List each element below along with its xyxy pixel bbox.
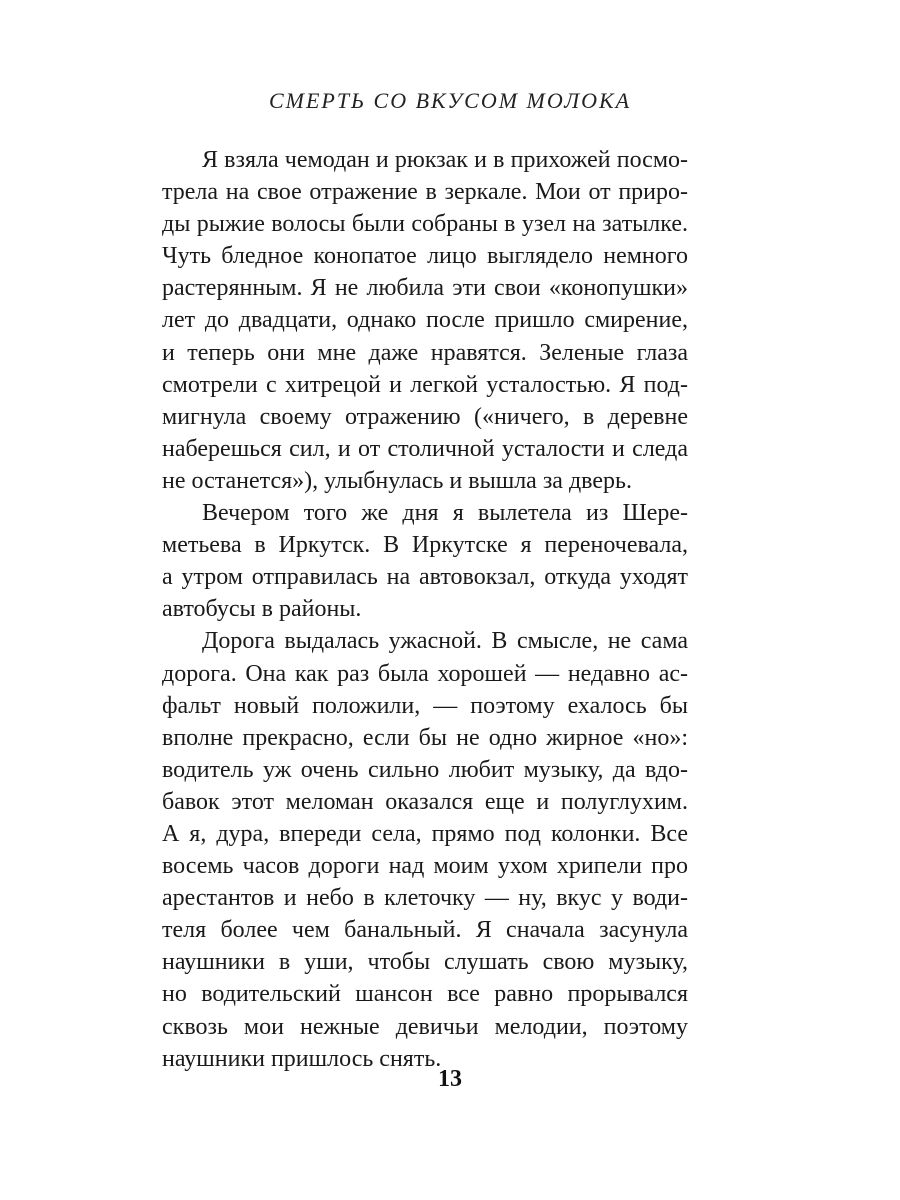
text-line: Дорога выдалась ужасной. В смысле, не сама xyxy=(202,628,688,655)
text-line: но водительский шансон все равно прорывался xyxy=(162,981,688,1008)
text-line: Я взяла чемодан и рюкзак и в прихожей посмо- xyxy=(202,147,688,173)
text-line: Чуть бледное конопатое лицо выглядело немного xyxy=(162,243,688,270)
text-line: фальт новый положили, — поэтому ехалось бы xyxy=(162,692,688,719)
text-line: дорога. Она как раз была хорошей — недавно ас- xyxy=(162,660,688,687)
text-line: а утром отправилась на автовокзал, откуда уходят xyxy=(162,564,688,591)
text-line: и теперь они мне даже нравятся. Зеленые глаза xyxy=(162,339,688,366)
text-line: трела на свое отражение в зеркале. Мои от приро- xyxy=(162,179,688,206)
text-line: мигнула своему отражению («ничего, в деревне xyxy=(162,403,688,430)
text-line: Вечером того же дня я вылетела из Шере- xyxy=(202,500,688,527)
text-line: метьева в Иркутск. В Иркутске я переночевала, xyxy=(162,532,688,559)
text-line: сквозь мои нежные девичьи мелодии, поэтому xyxy=(162,1013,688,1040)
text-line: лет до двадцати, однако после пришло смирение, xyxy=(162,307,688,334)
text-line: А я, дура, впереди села, прямо под колонки. Все xyxy=(162,820,688,847)
text-line: теля более чем банальный. Я сначала засунула xyxy=(162,917,688,944)
body-text xyxy=(162,144,688,1075)
paragraph xyxy=(162,497,688,625)
page-number: 13 xyxy=(438,1066,462,1092)
text-line: вполне прекрасно, если бы не одно жирное «но»: xyxy=(162,724,688,751)
text-line: растерянным. Я не любила эти свои «конопушки» xyxy=(162,275,688,302)
text-line: наушники пришлось снять. xyxy=(162,1045,442,1072)
paragraph xyxy=(162,144,688,497)
text-line: водитель уж очень сильно любит музыку, да вдо- xyxy=(162,756,688,783)
text-line: наушники в уши, чтобы слушать свою музыку, xyxy=(162,949,688,976)
text-line: бавок этот меломан оказался еще и полуглухим. xyxy=(162,788,688,815)
text-line: наберешься сил, и от столичной усталости и следа xyxy=(162,435,688,462)
paragraph xyxy=(162,625,688,1074)
text-line: смотрели с хитрецой и легкой усталостью. Я под- xyxy=(162,371,688,398)
text-line: автобусы в районы. xyxy=(162,596,362,623)
text-line: восемь часов дороги над моим ухом хрипели про xyxy=(162,853,688,880)
text-line: арестантов и небо в клеточку — ну, вкус у води- xyxy=(162,885,688,912)
text-line: ды рыжие волосы были собраны в узел на затылке. xyxy=(162,211,688,238)
text-line: не останется»), улыбнулась и вышла за дверь. xyxy=(162,467,632,494)
running-head: СМЕРТЬ СО ВКУСОМ МОЛОКА xyxy=(268,88,632,113)
